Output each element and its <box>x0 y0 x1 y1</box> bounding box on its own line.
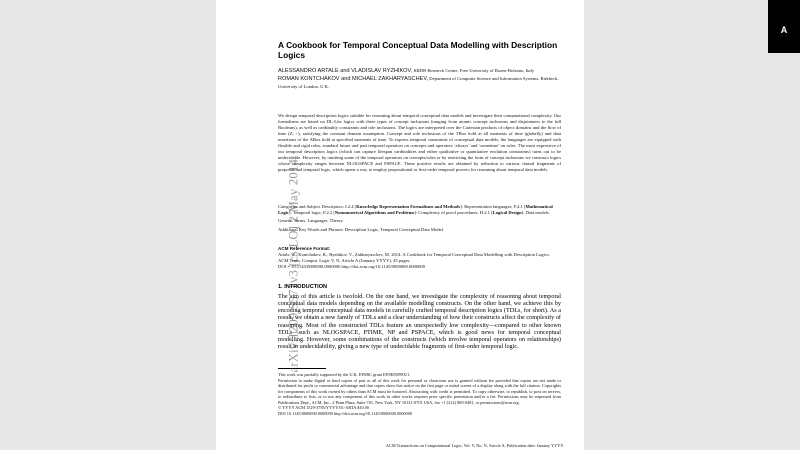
footnote: © YYYY ACM 1529-3785/YYYY/01-ARTA $10.00 <box>278 405 370 411</box>
intro-paragraph: The aim of this article is twofold. On the one hand, we investigate the complexity of reasoning about temporal conceptual data models depending on the available modelling constructs. On the other hand, we achieve this by encoding temporal conceptual data models in carefully crafted temporal description logics (TDLs, for short). As a result, we obtain a new family of TDLs and a clear understanding of how their constructs affect the complexity of reasoning. Most of the constructed TDLs feature an unexpectedly low complexity—compared to other known TDLs—such as NLOGSPACE, PTIME, NP and PSPACE, which is good news for temporal conceptual modelling. However, some combinations of the constructs (which involve temporal operators on relationships) result in undecidability, giving a new type of undecidable fragments of first-order temporal logic. <box>278 293 561 351</box>
arxiv-stamp: arXiv:1209.5571v3 [cs.LO] 2 May 2014 <box>286 158 301 373</box>
author-line <box>278 67 561 75</box>
author-names: ALESSANDRO ARTALE and VLADISLAV RYZHIKOV, <box>278 68 413 74</box>
reference-doi: DOI = 10.1145/0000000.0000000 http://doi.acm.org/10.1145/0000000.0000000 <box>278 264 425 270</box>
footnotes <box>278 372 561 416</box>
paper-title: A Cookbook for Temporal Conceptual Data Modelling with Description Logics <box>278 40 558 60</box>
author-affiliation: Department of Computer Science and Information Systems, Birkbeck, University of London, U.K. <box>278 76 559 90</box>
reference-text: Artale, A., Kontchakov, R., Ryzhikov, V., Zakharyaschev, M. 2014. A Cookbook for Temporal Conceptual Data Modelling with Description Logics. ACM Trans. Comput. Logic V, N, Article A (January YYYY), 45 pages. <box>278 252 550 264</box>
abstract: We design temporal description logics suitable for reasoning about temporal conceptual data models and investigate their computational complexity. Our formalisms are based on DL-Lite logics with three types of concept inclusions (ranging from atomic concept inclusions and disjointness to the full Booleans), as well as cardinality constraints and role inclusions. The logics are interpreted over the Cartesian products of object domains and the flow of time (Z, <), satisfying the constant domain assumption. Concept and role inclusions of the TBox hold at all moments of time (globally) and data assertions of the ABox hold at specified moments of time. To express temporal constraints of conceptual data models, the languages are equipped with flexible and rigid roles, standard future and past temporal operators on concepts and operators ‘always’ and ‘sometime’ on roles. The most expressive of our temporal description logics (which can capture lifespan cardinalities and either qualitative or quantitative evolution constraints) turns out to be undecidable. However, by omitting some of the temporal operators on concepts/roles or by restricting the form of concept inclusions we construct logics whose complexity ranges between NLOGSPACE and PSPACE. These positive results are obtained by reduction to various clausal fragments of propositional temporal logic, which opens a way to employ propositional or first-order temporal provers for reasoning about temporal data models. <box>278 113 561 173</box>
general-terms: General Terms: Languages, Theory. <box>278 218 344 224</box>
footnote-rule <box>278 368 326 369</box>
categories: Categories and Subject Descriptors: I.2.4 [Knowledge Representation Formalisms and Methods]: Representation languages; F.4.1 [Mathematical Logic]: Temporal logic; F.2.2 [Nonnumerical Algorithms and Problems]: Complexity of proof procedures; H.2.1 [Logical Design]: Data models. <box>278 204 553 216</box>
author-names: ROMAN KONTCHAKOV and MICHAEL ZAKHARYASCHEV, <box>278 76 429 83</box>
author-line <box>278 75 561 90</box>
running-footer: ACM Transactions on Computational Logic, Vol. V, No. N, Article A, Publication date: January YYYY. <box>385 443 564 448</box>
article-letter-tab <box>768 0 800 53</box>
author-block <box>278 67 561 91</box>
author-affiliation: KRDB Research Centre, Free University of Bozen-Bolzano, Italy <box>412 68 535 73</box>
article-letter: A <box>780 25 788 35</box>
keywords: Additional Key Words and Phrases: Description Logic, Temporal Conceptual Data Model. <box>278 226 445 232</box>
footnote: Permission to make digital or hard copies of part or all of this work for personal or classroom use is granted without fee provided that copies are not made or distributed for profit or commercial advantage and that copies show this notice on the first page or initial screen of a display along with the full citation. Copyrights for components of this work owned by others than ACM must be honored. Abstracting with credit is permitted. To copy otherwise, to republish, to post on servers, to redistribute to lists, or to use any component of this work in other works requires prior specific permission and/or a fee. Permissions may be requested from Publications Dept., ACM, Inc., 2 Penn Plaza, Suite 701, New York, NY 10121-0701 USA, fax +1 (212) 869-0481, or permissions@acm.org. <box>278 377 561 405</box>
paper-page <box>216 0 788 450</box>
acm-reference <box>278 246 561 270</box>
reference-heading: ACM Reference Format: <box>278 246 331 251</box>
metadata-block <box>278 204 561 235</box>
section-heading: 1. INTRODUCTION <box>278 284 328 290</box>
footnote: DOI 10.1145/0000000.0000000 http://doi.acm.org/10.1145/0000000.0000000 <box>278 410 412 416</box>
footnote: This work was partially supported by the U.K. EPSRC grant EP/H05099X/1. <box>278 372 411 377</box>
